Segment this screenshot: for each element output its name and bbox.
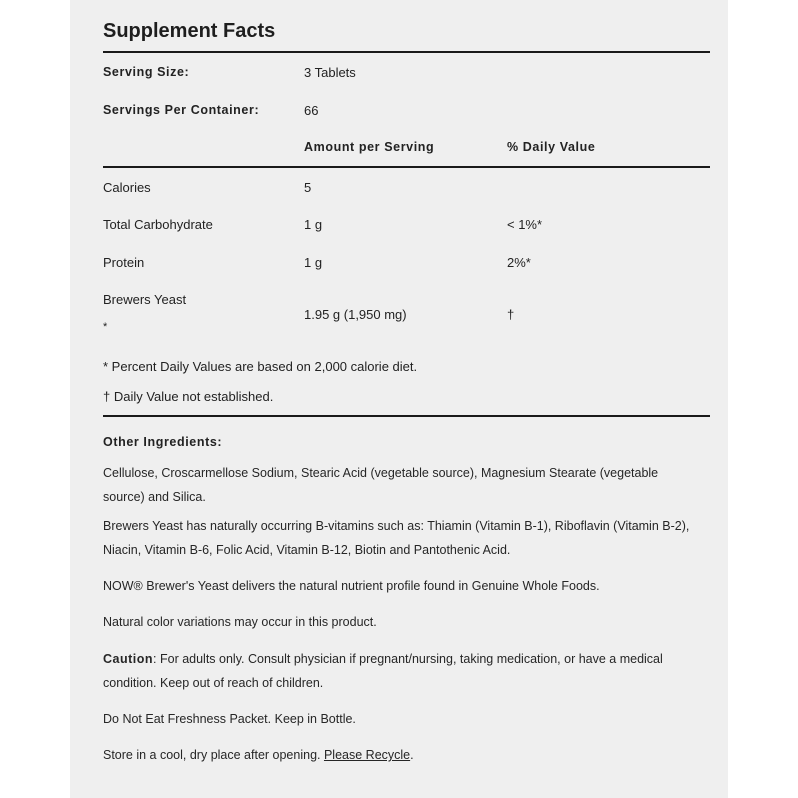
caution-text: : For adults only. Consult physician if pregnant/nursing, taking medication, or have a medical condition. Keep out of reach of children. [103, 652, 663, 690]
title-divider [103, 51, 710, 53]
amount-header: Amount per Serving [304, 140, 435, 154]
store-paragraph [103, 743, 703, 767]
nutrient-name: Calories [103, 180, 151, 195]
nutrient-dv: † [507, 307, 515, 322]
servings-per-container-value: 66 [304, 103, 319, 118]
servings-per-container-label: Servings Per Container: [103, 103, 260, 117]
nutrient-dv: 2%* [507, 255, 531, 270]
caution-label: Caution [103, 652, 154, 666]
nutrient-amount: 1 g [304, 217, 323, 232]
supplement-facts-panel [70, 0, 728, 798]
nutrient-amount: 1 g [304, 255, 323, 270]
store-text: Store in a cool, dry place after opening. [103, 748, 324, 762]
nutrient-name: Protein [103, 255, 145, 270]
nutrient-amount: 5 [304, 180, 312, 195]
serving-size-label: Serving Size: [103, 65, 190, 79]
nutrient-name: Brewers Yeast [103, 292, 187, 307]
page-title: Supplement Facts [103, 20, 276, 42]
header-divider [103, 166, 710, 168]
footnote: † Daily Value not established. [103, 389, 274, 404]
whole-foods-paragraph: NOW® Brewer's Yeast delivers the natural nutrient profile found in Genuine Whole Foods. [103, 579, 600, 593]
other-ingredients-text: Cellulose, Croscarmellose Sodium, Stearic Acid (vegetable source), Magnesium Stearate (vegetable source) and Silica. [103, 466, 659, 504]
other-ingredients-heading: Other Ingredients: [103, 435, 223, 449]
nutrient-dv: < 1%* [507, 217, 543, 232]
table-row [103, 292, 710, 342]
footnote: * Percent Daily Values are based on 2,000 calorie diet. [103, 359, 418, 374]
recycle-link[interactable]: Please Recycle [323, 748, 411, 762]
nutrient-name: Total Carbohydrate [103, 217, 213, 232]
serving-size-value: 3 Tablets [304, 65, 356, 80]
b-vitamins-paragraph: Brewers Yeast has naturally occurring B-vitamins such as: Thiamin (Vitamin B-1), Riboflavin (Vitamin B-2), Niacin, Vitamin B-6, Folic Acid, Vitamin B-12, Biotin and Pantothenic Acid. [103, 519, 690, 557]
nutrient-note: * [103, 321, 108, 333]
nutrient-amount: 1.95 g (1,950 mg) [304, 307, 407, 322]
footnote-divider [103, 415, 710, 417]
color-variation-paragraph: Natural color variations may occur in this product. [103, 615, 377, 629]
freshness-paragraph: Do Not Eat Freshness Packet. Keep in Bottle. [103, 712, 356, 726]
daily-value-header: % Daily Value [507, 140, 596, 154]
store-end: . [410, 748, 414, 762]
caution-paragraph [103, 647, 703, 695]
